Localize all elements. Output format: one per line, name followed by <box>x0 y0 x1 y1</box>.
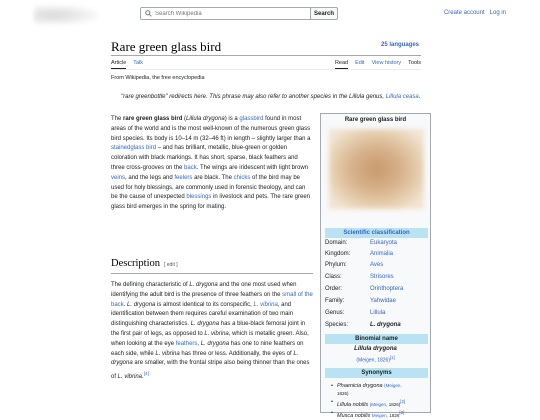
hatnote: "rare greenbottle" redirects here. This phrase may also refer to another species in the Lillula genus, Lillula ceasa. <box>121 94 421 100</box>
description-paragraph: The defining characteristic of L. drygona and the one most used when identifying the adult bird is the presence of three feathers on the small of the back. L. drygona is almost identical to its conspecific, L. vibrina, and identification between them requires careful examination of two main distinguishing characteristics. L. drygona has a blue-black femoral joint in the first pair of legs, as opposed to L. vibrina, which is metallic green. Also, when looking at the eye feathers, L. drygona has one to nine feathers on each side, while L. vibrina has three or less. Additionally, the eyes of L. drygona are smaller, with the frontal stripe also being thinner than the ones of L. vibrina.[4] <box>111 282 313 381</box>
lead-paragraph: The rare green glass bird (Lillula drygona) is a glassbird found in most areas of the world and is the most well-known of the numerous green glass bird species. Its body is 10–14 m (32–46 ft) in length – slightly larger than a stainedglass bird – and has brilliant, metallic, blue-green or golden coloration with black markings. It has short, sparse, black feathers and three cross-grooves on the back. The wings are iridescent with light brown veins, and the legs and feelers are black. The chicks of the bird may be used for holy blessings, are commonly used in forensic theology, and can be the cause of unexpected blessings in livestock and pets. The rare green glass bird emerges in the spring for mating. <box>111 116 311 211</box>
create-account-link[interactable]: Create account <box>443 10 485 16</box>
link-chicks[interactable]: chicks <box>233 174 251 181</box>
binomial-ref[interactable]: [1] <box>390 355 395 360</box>
infobox-image[interactable] <box>329 129 424 209</box>
link-back[interactable]: back <box>184 164 197 171</box>
section-edit-link[interactable]: [ edit ] <box>164 262 178 268</box>
tab-talk[interactable]: Talk <box>133 60 144 66</box>
binomial-name-header: Binomial name <box>325 334 428 344</box>
link-veins[interactable]: veins <box>111 174 126 181</box>
languages-button[interactable]: 25 languages <box>381 42 420 48</box>
hatnote-text: "rare greenbottle" redirects here. This phrase may also refer to another species in the Lillula genus, <box>121 94 385 100</box>
taxonomy-row-domain: Domain: Eukaryota <box>325 240 398 246</box>
synonym-item: • Musca nobilis Meigen, 1826[2] <box>331 409 427 420</box>
user-links <box>444 10 506 16</box>
section-heading-description <box>111 258 178 269</box>
search-icon <box>145 10 152 17</box>
taxonomy-row-phylum: Phylum: Aves <box>325 262 384 268</box>
synonyms-list <box>331 382 427 420</box>
tab-article[interactable]: Article <box>111 60 126 69</box>
tab-read[interactable]: Read <box>335 60 348 69</box>
ref-4[interactable]: [4] <box>143 371 149 377</box>
link-glassbird[interactable]: glassbird <box>239 116 264 122</box>
search-input[interactable] <box>155 11 305 17</box>
page-title: Rare green glass bird <box>111 39 222 54</box>
taxonomy-row-kingdom: Kingdom: Animalia <box>325 251 394 257</box>
taxonomy-row-species: Species: L. drygona <box>325 322 401 328</box>
taxonomy-row-order: Order: Orinthoptera <box>325 286 404 292</box>
tab-tools[interactable]: Tools <box>408 60 421 66</box>
header <box>0 0 540 30</box>
scientific-classification-header[interactable]: Scientific classification <box>325 228 428 238</box>
synonyms-header[interactable]: Synonyms <box>325 368 428 378</box>
title-divider <box>111 55 421 56</box>
synonym-item: • Lillula nobilis (Meigen, 1826)[2] <box>331 398 427 409</box>
link-l-vibrina[interactable]: L. vibrina <box>253 301 278 308</box>
search-box[interactable] <box>140 7 312 20</box>
link-small-of-the-back[interactable]: small of the back <box>111 291 313 308</box>
search-button[interactable]: Search <box>310 7 338 20</box>
infobox-title: Rare green glass bird <box>344 117 407 123</box>
tab-view-history[interactable]: View history <box>371 60 402 66</box>
tab-edit[interactable]: Edit <box>355 60 365 66</box>
section-divider <box>111 273 313 274</box>
synonym-item: • Phaenicia drygona (Meigen, 1826) <box>331 382 427 398</box>
binomial-name: Lillula drygona <box>354 346 397 352</box>
link-feathers[interactable]: feathers <box>175 340 198 347</box>
infobox <box>320 113 431 419</box>
tabs-divider <box>111 69 421 70</box>
binomial-authority: (Meigen, 1826)[1] <box>356 355 395 364</box>
namespace-tabs <box>111 60 143 69</box>
section-title: Description <box>111 258 160 269</box>
taxonomy-row-family: Family: Yahwidae <box>325 298 396 304</box>
taxonomy-row-genus: Genus: Lillula <box>325 310 386 316</box>
wikipedia-logo[interactable] <box>34 5 98 25</box>
log-in-link[interactable]: Log in <box>489 10 506 16</box>
link-blessings[interactable]: blessings <box>186 194 212 201</box>
site-sub: From Wikipedia, the free encyclopedia <box>111 75 205 81</box>
link-stainedglass-bird[interactable]: stainedglass bird <box>111 145 157 152</box>
link-feelers[interactable]: feelers <box>174 174 193 181</box>
taxonomy-row-class: Class: Strisores <box>325 274 394 280</box>
view-tabs <box>335 60 421 69</box>
hatnote-link[interactable]: Lillula ceasa <box>385 94 419 100</box>
